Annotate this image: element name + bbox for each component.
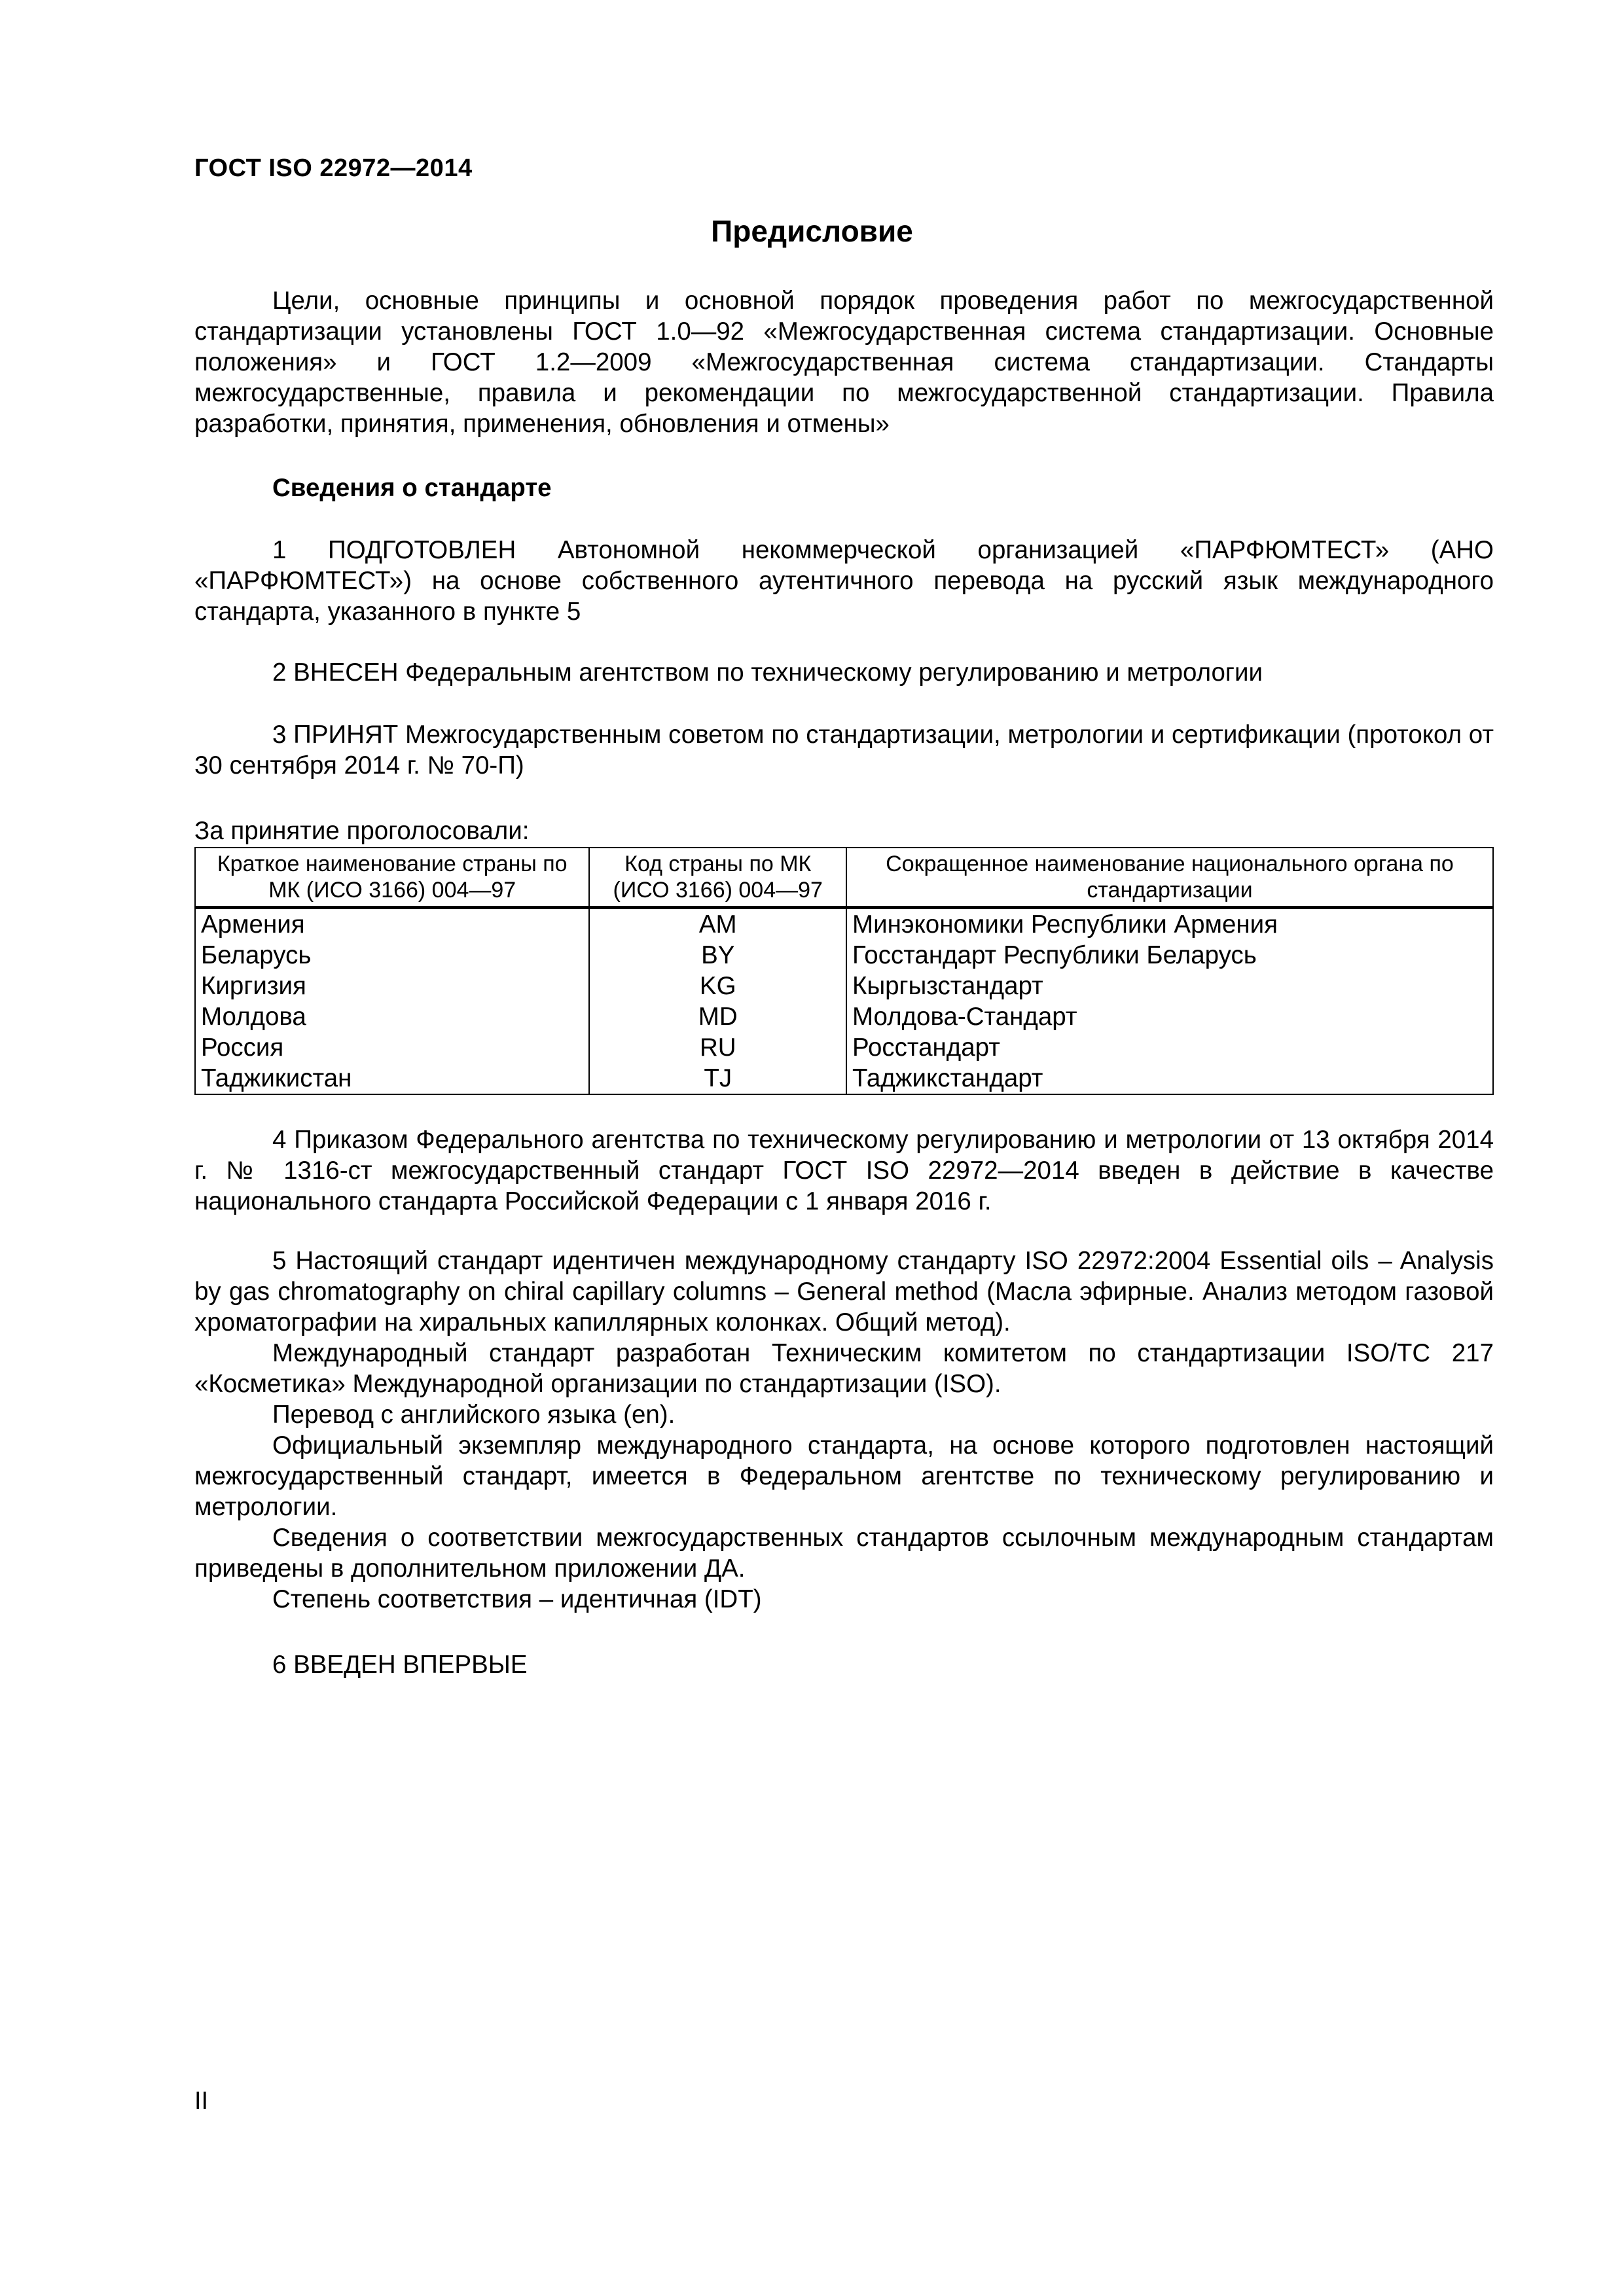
item-3-paragraph: 3 ПРИНЯТ Межгосударственным советом по стандартизации, метрологии и сертификации (протокол от 30 сентября 2014 г. № 70-П) bbox=[194, 721, 1494, 780]
intro-paragraph: Цели, основные принципы и основной порядок проведения работ по межгосударственной стандартизации установлены ГОСТ 1.0—92 «Межгосударственная система стандартизации. Основные положения» и ГОСТ 1.2—2009 «Межгосударственная система стандартизации. Стандарты межгосударственные, правила и рекомендации по межгосударственной стандартизации. Правила разработки, принятия, применения, обновления и отмены» bbox=[194, 287, 1494, 438]
page-number: II bbox=[194, 2087, 209, 2115]
item5-block bbox=[194, 1246, 1494, 1615]
item1-block bbox=[194, 535, 1494, 627]
item-1-paragraph: 1 ПОДГОТОВЛЕН Автономной некоммерческой организацией «ПАРФЮМТЕСТ» (АНО «ПАРФЮМТЕСТ») на основе собственного аутентичного перевода на русский язык международного стандарта, указанного в пункте 5 bbox=[194, 536, 1494, 626]
table-cell-code: RU bbox=[589, 1032, 846, 1063]
table-row bbox=[195, 1001, 1493, 1032]
table-row bbox=[195, 1063, 1493, 1094]
table-header-code: Код страны по МК (ИСО 3166) 004—97 bbox=[589, 848, 846, 908]
table-cell-body: Кыргызстандарт bbox=[846, 971, 1493, 1001]
table-cell-body: Госстандарт Республики Беларусь bbox=[846, 940, 1493, 971]
table-row bbox=[195, 971, 1493, 1001]
table-cell-body: Минэкономики Республики Армения bbox=[846, 908, 1493, 941]
item2-block bbox=[194, 657, 1494, 688]
item-5-paragraph: 5 Настоящий стандарт идентичен международному стандарту ISO 22972:2004 Essential oils – Analysis by gas chromatography on chiral capillary columns – General method (Масла эфирные. Анализ методом газовой хроматографии на хиральных капиллярных колонках. Общий метод). bbox=[194, 1247, 1494, 1336]
item-5-correspondence-paragraph: Сведения о соответствии межгосударственных стандартов ссылочным международным стандартам приведены в дополнительном приложении ДА. bbox=[194, 1524, 1494, 1583]
item6-block bbox=[194, 1649, 1494, 1680]
item-5-translation-paragraph: Перевод с английского языка (en). bbox=[272, 1401, 676, 1429]
table-cell-country: Беларусь bbox=[195, 940, 589, 971]
table-row bbox=[195, 940, 1493, 971]
document-header-id: ГОСТ ISO 22972—2014 bbox=[194, 154, 473, 182]
table-row bbox=[195, 1032, 1493, 1063]
table-cell-country: Молдова bbox=[195, 1001, 589, 1032]
table-header-country: Краткое наименование страны по МК (ИСО 3166) 004—97 bbox=[195, 848, 589, 908]
table-cell-body: Молдова-Стандарт bbox=[846, 1001, 1493, 1032]
voted-label-block bbox=[194, 816, 1494, 846]
item-6-paragraph: 6 ВВЕДЕН ВПЕРВЫЕ bbox=[272, 1651, 528, 1679]
section-heading-block bbox=[194, 473, 1494, 503]
table-cell-country: Армения bbox=[195, 908, 589, 941]
table-header-body: Сокращенное наименование национального органа по стандартизации bbox=[846, 848, 1493, 908]
table-cell-body: Таджикстандарт bbox=[846, 1063, 1493, 1094]
item4-block bbox=[194, 1124, 1494, 1217]
item3-block bbox=[194, 719, 1494, 781]
page-title: Предисловие bbox=[711, 214, 913, 248]
voted-label: За принятие проголосовали: bbox=[194, 817, 530, 845]
table-cell-body: Росстандарт bbox=[846, 1032, 1493, 1063]
intro-block bbox=[194, 285, 1494, 439]
table-header-row bbox=[195, 848, 1493, 908]
table-cell-country: Таджикистан bbox=[195, 1063, 589, 1094]
table-cell-code: BY bbox=[589, 940, 846, 971]
item-2-paragraph: 2 ВНЕСЕН Федеральным агентством по техническому регулированию и метрологии bbox=[272, 658, 1263, 687]
table-row bbox=[195, 908, 1493, 941]
item-4-paragraph: 4 Приказом Федерального агентства по техническому регулированию и метрологии от 13 октября 2014 г. № 1316-ст межгосударственный стандарт ГОСТ ISO 22972—2014 введен в действие в качестве национального стандарта Российской Федерации с 1 января 2016 г. bbox=[194, 1126, 1494, 1215]
table-cell-country: Киргизия bbox=[195, 971, 589, 1001]
section-heading: Сведения о стандарте bbox=[272, 474, 552, 502]
table-cell-code: KG bbox=[589, 971, 846, 1001]
table-cell-country: Россия bbox=[195, 1032, 589, 1063]
table-cell-code: MD bbox=[589, 1001, 846, 1032]
table-cell-code: TJ bbox=[589, 1063, 846, 1094]
item-5-degree-paragraph: Степень соответствия – идентичная (IDT) bbox=[272, 1585, 762, 1613]
voting-table bbox=[194, 847, 1494, 1095]
item-5-official-copy-paragraph: Официальный экземпляр международного стандарта, на основе которого подготовлен настоящий межгосударственный стандарт, имеется в Федеральном агентстве по техническому регулированию и метрологии. bbox=[194, 1431, 1494, 1521]
table-cell-code: AM bbox=[589, 908, 846, 941]
item-5-committee-paragraph: Международный стандарт разработан Техническим комитетом по стандартизации ISO/TC 217 «Косметика» Международной организации по стандартизации (ISO). bbox=[194, 1339, 1494, 1398]
